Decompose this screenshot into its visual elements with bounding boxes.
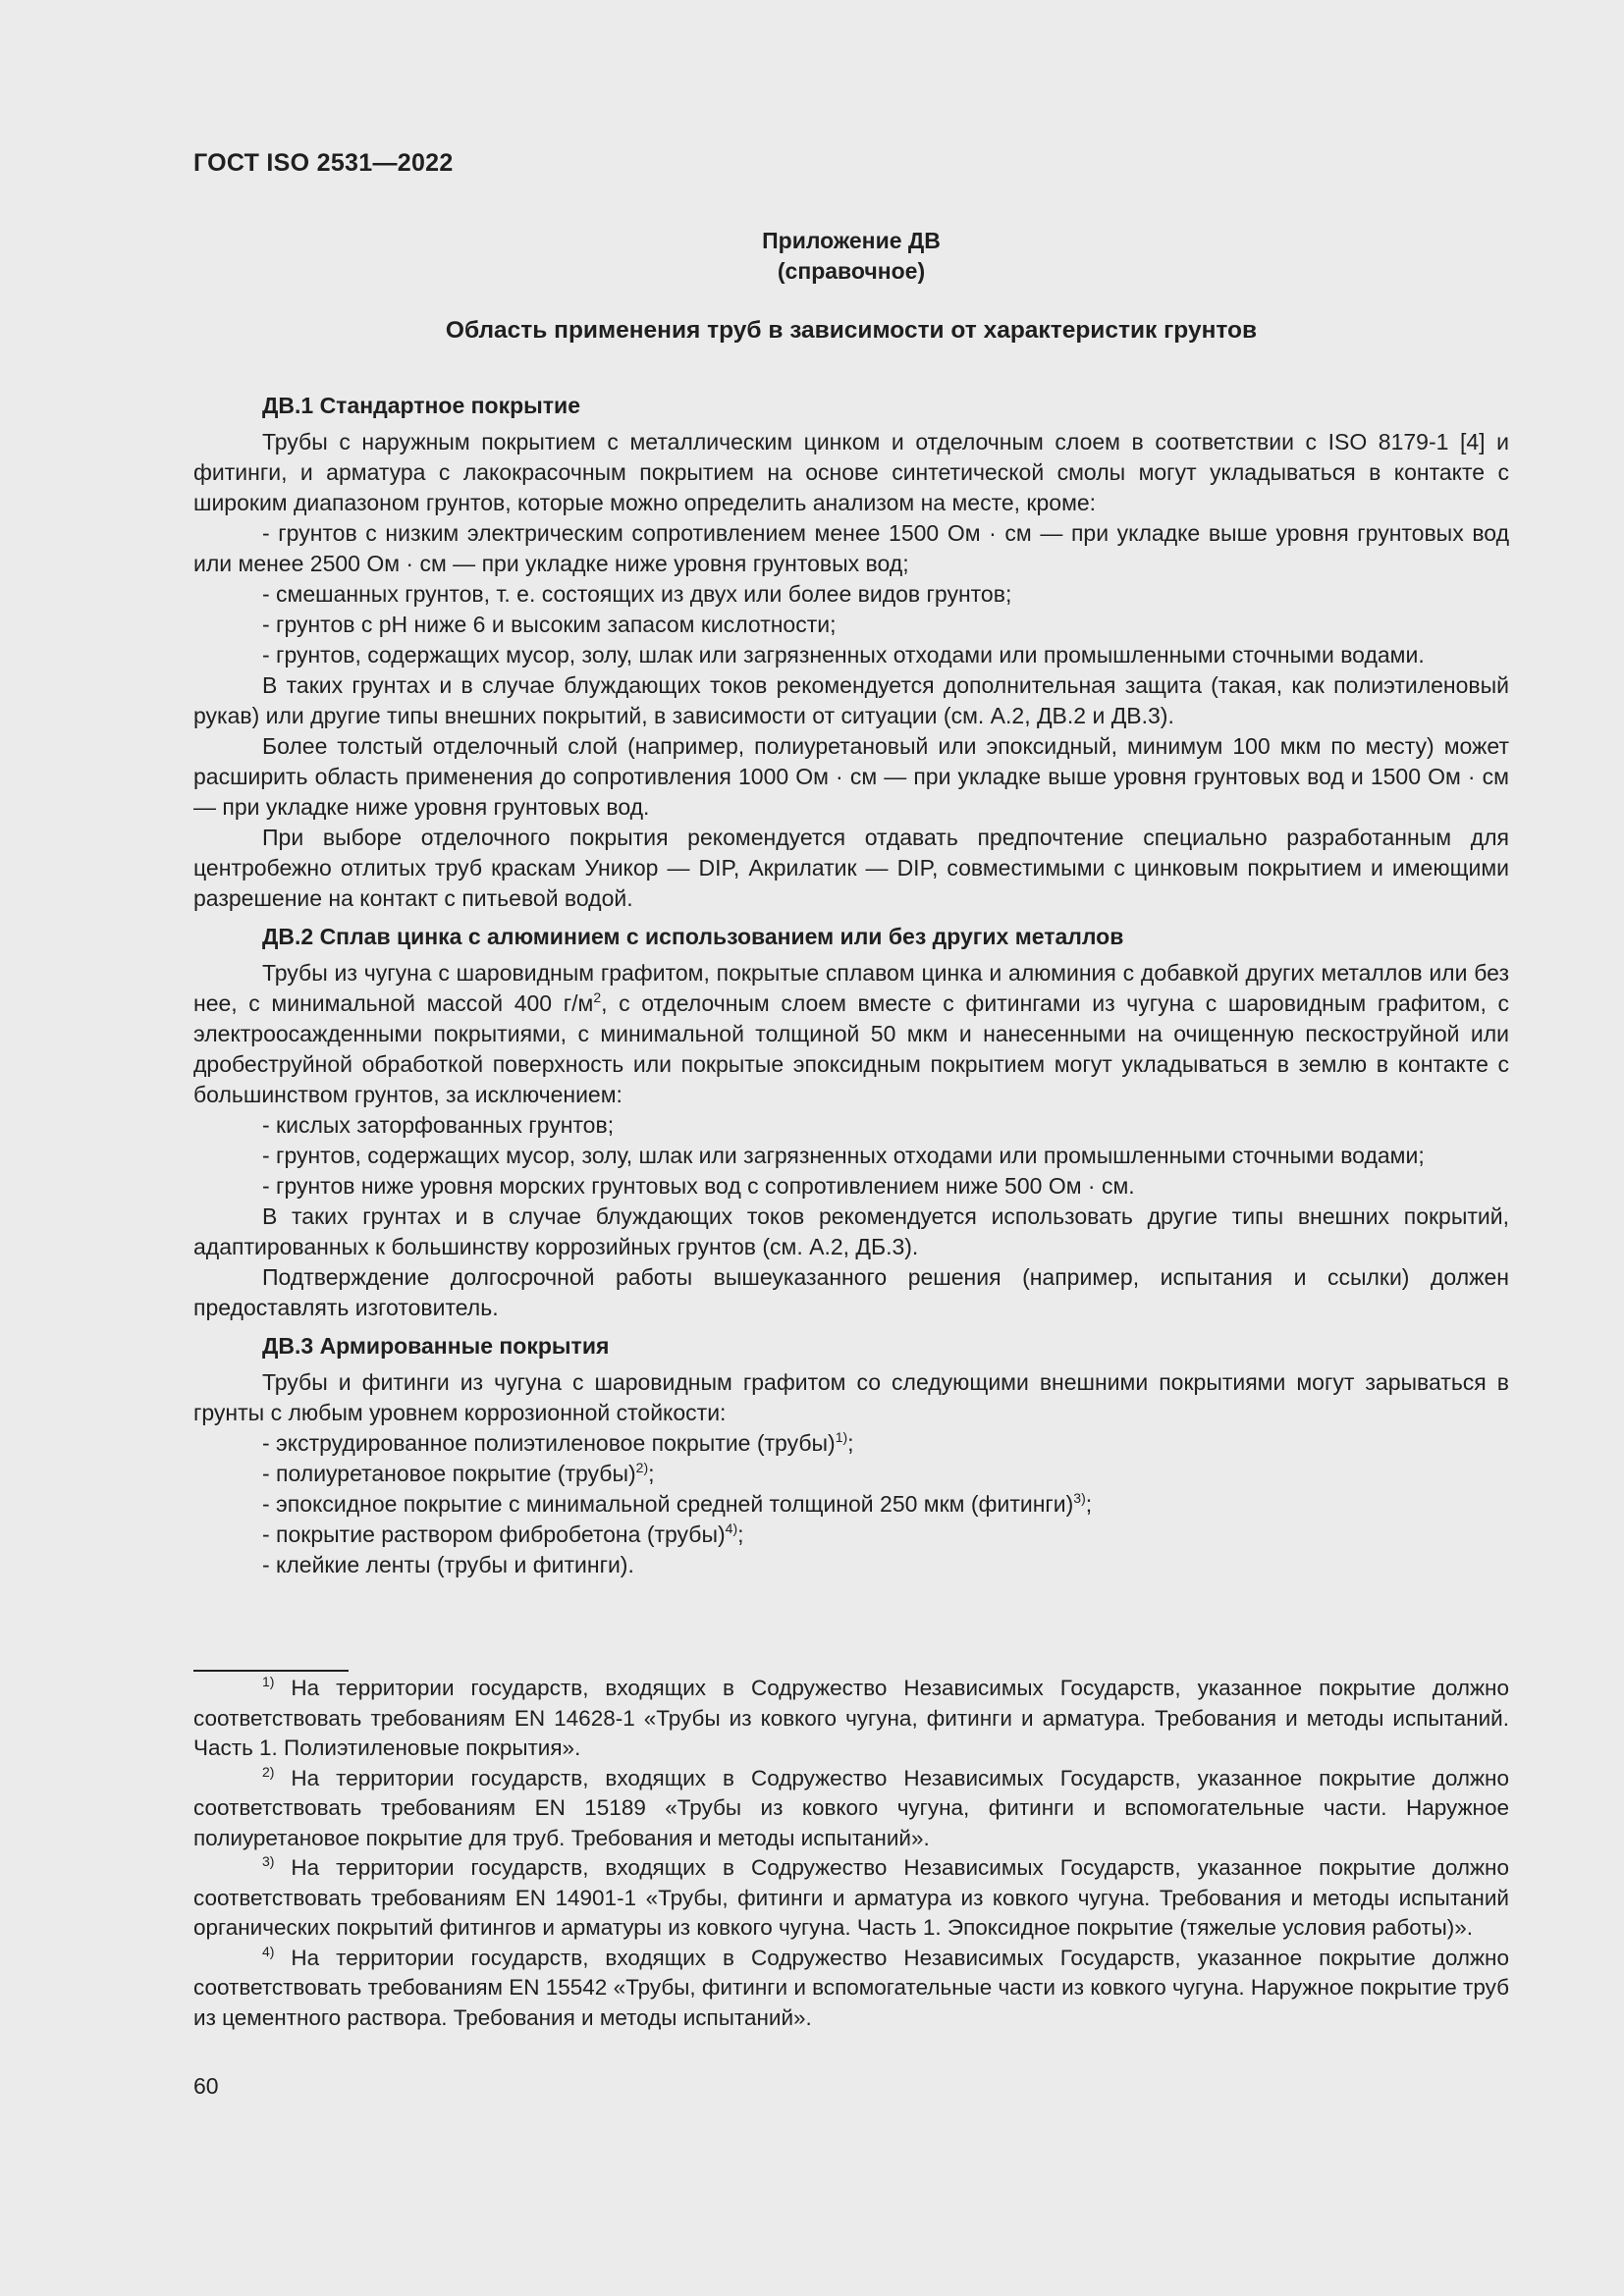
footnote-mark: 2) [262, 1763, 275, 1780]
paragraph: Трубы и фитинги из чугуна с шаровидным графитом со следующими внешними покрытиями могут зарываться в грунты с любым уровнем коррозионной стойкости: [193, 1369, 1509, 1425]
footnote-mark: 1) [262, 1674, 275, 1689]
paragraph: Трубы с наружным покрытием с металлическим цинком и отделочным слоем в соответствии с ISO 8179-1 [4] и фитинги, и арматура с лакокрасочным покрытием на основе синтетической смолы могут укладываться в контакте с широким диапазоном грунтов, которые можно определить анализом на месте, кроме: [193, 429, 1509, 515]
footnote-text: На территории государств, входящих в Содружество Независимых Государств, указанное покрытие должно соответствовать требованиям EN 14628-1 «Трубы из ковкого чугуна, фитинги и арматура. Требования и методы испытаний. Часть 1. Полиэтиленовые покрытия». [193, 1676, 1509, 1760]
list-item-text: - эпоксидное покрытие с минимальной средней толщиной 250 мкм (фитинги) [262, 1491, 1074, 1517]
paragraph-text: Трубы из чугуна с шаровидным графитом, покрытые сплавом цинка и алюминия с добавкой других металлов или без нее, с минимальной массой 400 г/м [193, 960, 1509, 1016]
document-body [193, 391, 1509, 1580]
list-item [193, 1489, 1509, 1520]
footnote-text: На территории государств, входящих в Содружество Независимых Государств, указанное покрытие должно соответствовать требованиям EN 14901-1 «Трубы, фитинги и арматура из ковкого чугуна. Требования и методы испытаний органических покрытий фитингов и арматуры из ковкого чугуна. Часть 1. Эпоксидное покрытие (тяжелые условия работы)». [193, 1855, 1509, 1940]
footnote-divider [193, 1670, 349, 1672]
footnote-ref: 2) [635, 1460, 649, 1475]
paragraph: Подтверждение долгосрочной работы вышеуказанного решения (например, испытания и ссылки) должен предоставлять изготовитель. [193, 1264, 1509, 1320]
footnote-text: На территории государств, входящих в Содружество Независимых Государств, указанное покрытие должно соответствовать требованиям EN 15189 «Трубы из ковкого чугуна, фитинги и вспомогательные части. Наружное полиуретановое покрытие для труб. Требования и методы испытаний». [193, 1765, 1509, 1850]
page-title: Область применения труб в зависимости от характеристик грунтов [445, 317, 1258, 344]
list-item-tail: ; [648, 1461, 655, 1486]
list-item-tail: ; [1085, 1491, 1093, 1517]
list-item: - грунтов с pH ниже 6 и высоким запасом кислотности; [262, 612, 837, 637]
list-item [193, 1428, 1509, 1459]
paragraph [193, 958, 1509, 1110]
paragraph: При выборе отделочного покрытия рекомендуется отдавать предпочтение специально разработанным для центробежно отлитых труб краскам Уникор — DIP, Акрилатик — DIP, совместимыми с цинковым покрытием и имеющими разрешение на контакт с питьевой водой. [193, 825, 1509, 911]
list-item-text: - клейкие ленты (трубы и фитинги). [262, 1552, 634, 1577]
paragraph: Более толстый отделочный слой (например, полиуретановый или эпоксидный, минимум 100 мкм по месту) может расширить область применения до сопротивления 1000 Ом · см — при укладке выше уровня грунтовых вод и 1500 Ом · см — при укладке ниже уровня грунтовых вод. [193, 733, 1509, 820]
footnote-ref: 3) [1073, 1490, 1086, 1506]
footnote [193, 1764, 1509, 1854]
document-page [193, 0, 1509, 2296]
paragraph: В таких грунтах и в случае блуждающих токов рекомендуется использовать другие типы внешних покрытий, адаптированных к большинству коррозийных грунтов (см. А.2, ДБ.3). [193, 1203, 1509, 1259]
section-heading-dv2: ДВ.2 Сплав цинка с алюминием с использованием или без других металлов [262, 924, 1124, 949]
list-item [193, 1459, 1509, 1489]
list-item-text: - полиуретановое покрытие (трубы) [262, 1461, 636, 1486]
list-item: - смешанных грунтов, т. е. состоящих из двух или более видов грунтов; [262, 581, 1012, 607]
list-item: - кислых заторфованных грунтов; [262, 1112, 615, 1138]
list-item-tail: ; [737, 1522, 744, 1547]
paragraph-text: , с отделочным слоем вместе с фитингами из чугуна с шаровидным графитом, с электроосажденными покрытиями, с минимальной толщиной 50 мкм и нанесенными на очищенную пескоструйной или дробеструйной обработкой поверхность или покрытые эпоксидным покрытием могут укладываться в землю в контакте с большинством грунтов, за исключением: [193, 990, 1509, 1107]
footnote [193, 1674, 1509, 1764]
list-item: - грунтов, содержащих мусор, золу, шлак или загрязненных отходами или промышленными сточными водами. [262, 642, 1425, 667]
footnote-ref: 1) [835, 1429, 848, 1445]
section-heading-dv3: ДВ.3 Армированные покрытия [262, 1333, 610, 1359]
footnote-mark: 3) [262, 1853, 275, 1869]
footnote-mark: 4) [262, 1943, 275, 1959]
footnote-ref: 4) [725, 1521, 738, 1536]
appendix-title: Приложение ДВ [762, 228, 941, 253]
paragraph: В таких грунтах и в случае блуждающих токов рекомендуется дополнительная защита (такая, как полиэтиленовый рукав) или другие типы внешних покрытий, в зависимости от ситуации (см. А.2, ДВ.2 и ДВ.3). [193, 672, 1509, 728]
list-item-tail: ; [847, 1430, 854, 1456]
list-item: - грунтов ниже уровня морских грунтовых вод с сопротивлением ниже 500 Ом · см. [262, 1173, 1135, 1199]
list-item-text: - экструдированное полиэтиленовое покрытие (трубы) [262, 1430, 836, 1456]
list-item: - грунтов с низким электрическим сопротивлением менее 1500 Ом · см — при укладке выше уровня грунтовых вод или менее 2500 Ом · см — при укладке ниже уровня грунтовых вод; [193, 520, 1509, 576]
footnote [193, 1944, 1509, 2034]
list-item: - грунтов, содержащих мусор, золу, шлак или загрязненных отходами или промышленными сточными водами; [262, 1143, 1425, 1168]
document-id: ГОСТ ISO 2531—2022 [193, 149, 454, 177]
list-item [193, 1550, 1509, 1580]
footnote-text: На территории государств, входящих в Содружество Независимых Государств, указанное покрытие должно соответствовать требованиям EN 15542 «Трубы, фитинги и вспомогательные части из ковкого чугуна. Наружное покрытие труб из цементного раствора. Требования и методы испытаний». [193, 1945, 1509, 2030]
list-item [193, 1520, 1509, 1550]
footnote [193, 1853, 1509, 1944]
page-number: 60 [193, 2073, 219, 2099]
footnotes [193, 1674, 1509, 2033]
appendix-status: (справочное) [777, 258, 926, 284]
superscript: 2 [593, 989, 602, 1005]
section-heading-dv1: ДВ.1 Стандартное покрытие [262, 393, 580, 418]
appendix-heading [193, 226, 1509, 287]
list-item-text: - покрытие раствором фибробетона (трубы) [262, 1522, 726, 1547]
